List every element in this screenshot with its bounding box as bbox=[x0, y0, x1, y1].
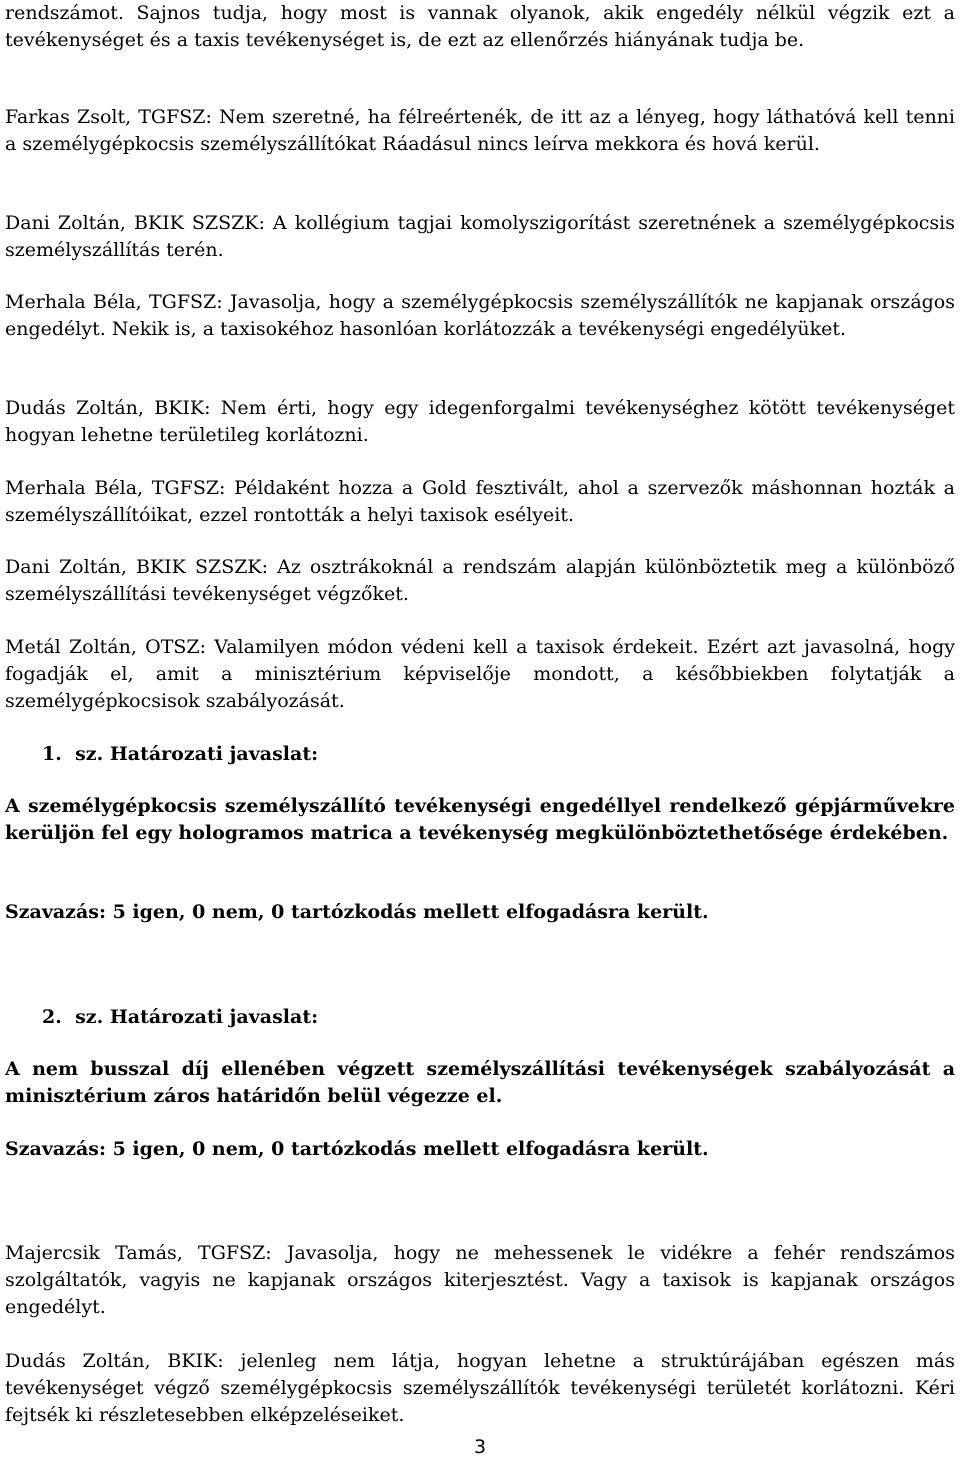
paragraph-merhala-1: Merhala Béla, TGFSZ: Javasolja, hogy a személygépkocsis személyszállítók ne kapjanak országos engedélyt. Nekik is, a taxisokéhoz hasonlóan korlátozzák a tevékenységi engedélyüket. bbox=[5, 291, 955, 340]
paragraph-merhala-2: Merhala Béla, TGFSZ: Példaként hozza a Gold fesztivált, ahol a szervezők máshonnan hozták a személyszállítóikat, ezzel rontották a helyi taxisok esélyeit. bbox=[5, 477, 955, 526]
resolution-1-vote: Szavazás: 5 igen, 0 nem, 0 tartózkodás mellett elfogadásra került. bbox=[5, 901, 709, 923]
resolution-2-sz: sz. bbox=[75, 1006, 104, 1028]
resolution-1-number: 1. bbox=[42, 743, 62, 765]
resolution-1-sz: sz. bbox=[75, 743, 104, 765]
paragraph-farkas: Farkas Zsolt, TGFSZ: Nem szeretné, ha félreértenék, de itt az a lényeg, hogy láthatóvá kell tenni a személygépkocsis személyszállítókat Ráadásul nincs leírva mekkora és hová kerül. bbox=[5, 106, 955, 155]
resolution-2-vote: Szavazás: 5 igen, 0 nem, 0 tartózkodás mellett elfogadásra került. bbox=[5, 1138, 709, 1160]
resolution-2-title: Határozati javaslat: bbox=[109, 1006, 319, 1028]
resolution-2-heading bbox=[42, 1004, 318, 1031]
page-number: 3 bbox=[473, 1436, 487, 1458]
paragraph-intro: rendszámot. Sajnos tudja, hogy most is vannak olyanok, akik engedély nélkül végzik ezt a tevékenységet és a taxis tevékenységet is, de ezt az ellenőrzés hiányának tudja be. bbox=[5, 2, 955, 51]
paragraph-majercsik: Majercsik Tamás, TGFSZ: Javasolja, hogy ne mehessenek le vidékre a fehér rendszámos szolgáltatók, vagyis ne kapjanak országos kiterjesztést. Vagy a taxisok is kapjanak országos engedélyt. bbox=[5, 1242, 955, 1318]
resolution-2-text: A nem busszal díj ellenében végzett személyszállítási tevékenységek szabályozását a minisztérium záros határidőn belül végezze el. bbox=[5, 1058, 955, 1107]
resolution-1-title: Határozati javaslat: bbox=[109, 743, 319, 765]
paragraph-dani-2: Dani Zoltán, BKIK SZSZK: Az osztrákoknál a rendszám alapján különböztetik meg a különböző személyszállítási tevékenységet végzőket. bbox=[5, 556, 955, 605]
paragraph-dudas-2: Dudás Zoltán, BKIK: jelenleg nem látja, hogyan lehetne a struktúrájában egészen más tevékenységet végző személygépkocsis személyszállítók tevékenységi területét korlátozni. Kéri fejtsék ki részletesebben elképzeléseiket. bbox=[5, 1350, 955, 1426]
resolution-1-text: A személygépkocsis személyszállító tevékenységi engedéllyel rendelkező gépjárművekre kerüljön fel egy hologramos matrica a tevékenység megkülönböztethetősége érdekében. bbox=[5, 795, 955, 844]
paragraph-metal: Metál Zoltán, OTSZ: Valamilyen módon védeni kell a taxisok érdekeit. Ezért azt javasolná, hogy fogadják el, amit a minisztérium képviselője mondott, a későbbiekben folytatják a személygépkocsisok szabályozását. bbox=[5, 636, 955, 712]
resolution-1-heading bbox=[42, 741, 318, 768]
resolution-2-number: 2. bbox=[42, 1006, 62, 1028]
paragraph-dani-1: Dani Zoltán, BKIK SZSZK: A kollégium tagjai komolyszigorítást szeretnének a személygépkocsis személyszállítás terén. bbox=[5, 212, 955, 261]
paragraph-dudas-1: Dudás Zoltán, BKIK: Nem érti, hogy egy idegenforgalmi tevékenységhez kötött tevékenységet hogyan lehetne területileg korlátozni. bbox=[5, 397, 955, 446]
